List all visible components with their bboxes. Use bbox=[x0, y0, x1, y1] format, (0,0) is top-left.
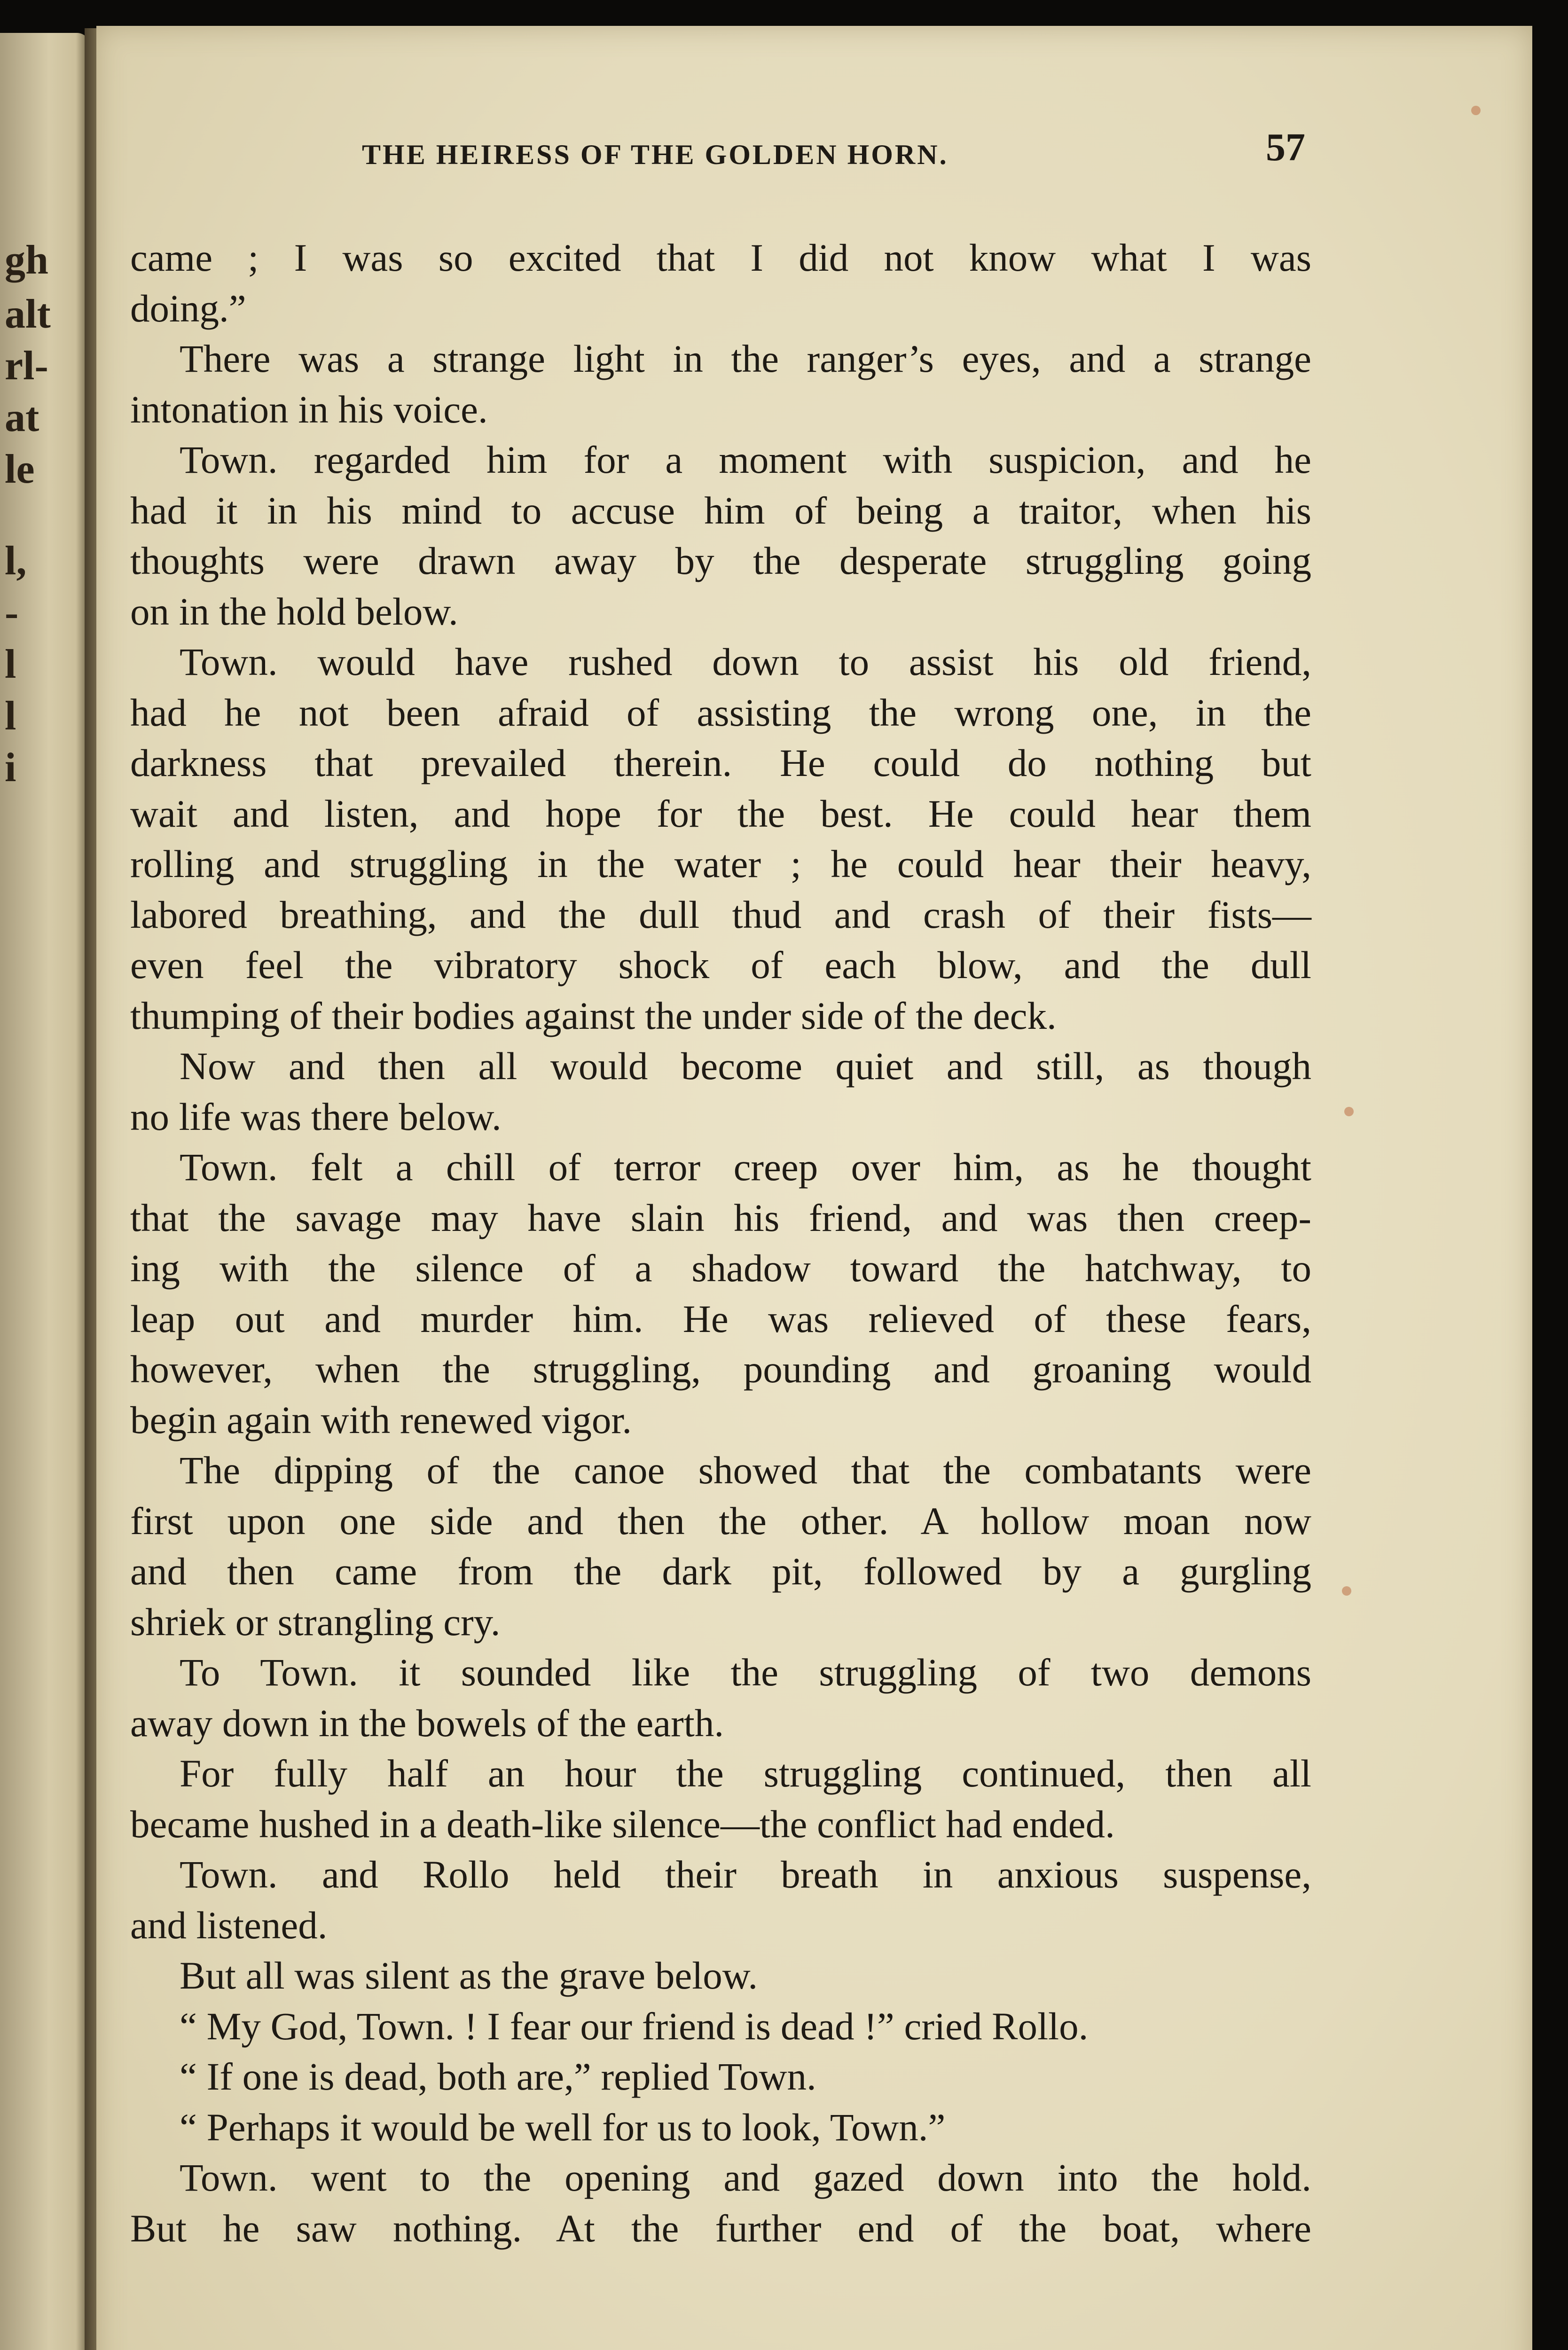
text-line: that the savage may have slain his friend, and was then creep- bbox=[130, 1196, 1311, 1239]
body-text bbox=[130, 233, 1311, 2254]
running-title: THE HEIRESS OF THE GOLDEN HORN. bbox=[362, 139, 949, 170]
text-line: became hushed in a death-like silence—the conflict had ended. bbox=[130, 1802, 1115, 1846]
text-line: had it in his mind to accuse him of being a traitor, when his bbox=[130, 488, 1311, 532]
text-line: There was a strange light in the ranger’s eyes, and a strange bbox=[180, 337, 1311, 380]
text-line: Town. would have rushed down to assist his old friend, bbox=[180, 640, 1311, 683]
text-line: rolling and struggling in the water ; he could hear their heavy, bbox=[130, 842, 1311, 885]
text-line: shriek or strangling cry. bbox=[130, 1600, 501, 1644]
left-page-fragment: l, bbox=[5, 538, 27, 584]
text-line: To Town. it sounded like the struggling of two demons bbox=[180, 1651, 1311, 1694]
text-line: on in the hold below. bbox=[130, 589, 458, 633]
left-page-fragment: gh bbox=[5, 237, 48, 283]
text-line: however, when the struggling, pounding and groaning would bbox=[130, 1347, 1311, 1391]
text-line: intonation in his voice. bbox=[130, 387, 488, 431]
text-line: Town. felt a chill of terror creep over him, as he thought bbox=[180, 1145, 1311, 1189]
paper-fleck bbox=[1342, 1586, 1351, 1596]
left-page-fragment: at bbox=[5, 395, 39, 440]
left-page-fragment: l bbox=[5, 693, 16, 739]
text-line: “ Perhaps it would be well for us to look, Town.” bbox=[180, 2105, 946, 2149]
text-line: even feel the vibratory shock of each blow, and the dull bbox=[130, 943, 1311, 987]
text-line: ing with the silence of a shadow toward the hatchway, to bbox=[130, 1246, 1311, 1290]
left-page-fragment: rl- bbox=[5, 343, 48, 389]
book-page bbox=[96, 26, 1532, 2350]
page-header bbox=[96, 125, 1532, 176]
text-line: But he saw nothing. At the further end of the boat, where bbox=[130, 2206, 1311, 2250]
left-page-fragment: l bbox=[5, 642, 16, 687]
paper-fleck bbox=[1344, 1107, 1354, 1116]
text-line: and listened. bbox=[130, 1903, 328, 1947]
left-page-fragment: - bbox=[5, 590, 19, 635]
text-line: But all was silent as the grave below. bbox=[180, 1954, 758, 1997]
left-page-edge bbox=[0, 33, 89, 2350]
text-line: Town. and Rollo held their breath in anxious suspense, bbox=[180, 1853, 1311, 1896]
text-line: Town. regarded him for a moment with suspicion, and he bbox=[180, 438, 1311, 481]
text-line: labored breathing, and the dull thud and crash of their fists— bbox=[130, 893, 1311, 936]
text-line: “ If one is dead, both are,” replied Town. bbox=[180, 2055, 816, 2098]
text-line: Now and then all would become quiet and still, as though bbox=[180, 1044, 1311, 1088]
left-page-fragment: alt bbox=[5, 291, 51, 337]
text-line: away down in the bowels of the earth. bbox=[130, 1701, 724, 1745]
text-line: doing.” bbox=[130, 286, 246, 330]
text-line: leap out and murder him. He was relieved of these fears, bbox=[130, 1297, 1311, 1340]
page-number: 57 bbox=[1266, 125, 1305, 169]
text-line: had he not been afraid of assisting the wrong one, in the bbox=[130, 690, 1311, 734]
text-line: and then came from the dark pit, followed by a gurgling bbox=[130, 1550, 1311, 1593]
text-line: thumping of their bodies against the under side of the deck. bbox=[130, 994, 1057, 1037]
left-page-fragment: i bbox=[5, 745, 16, 791]
text-line: begin again with renewed vigor. bbox=[130, 1398, 632, 1441]
text-line: no life was there below. bbox=[130, 1095, 502, 1138]
text-line: “ My God, Town. ! I fear our friend is dead !” cried Rollo. bbox=[180, 2004, 1089, 2048]
text-line: The dipping of the canoe showed that the combatants were bbox=[180, 1449, 1311, 1492]
text-line: came ; I was so excited that I did not know what I was bbox=[130, 236, 1311, 279]
text-line: wait and listen, and hope for the best. He could hear them bbox=[130, 791, 1311, 835]
text-line: first upon one side and then the other. A hollow moan now bbox=[130, 1499, 1311, 1543]
text-line: darkness that prevailed therein. He could do nothing but bbox=[130, 741, 1311, 784]
text-line: For fully half an hour the struggling continued, then all bbox=[180, 1752, 1311, 1795]
paper-fleck bbox=[1471, 106, 1481, 115]
left-page-fragment: le bbox=[5, 446, 35, 492]
text-line: Town. went to the opening and gazed down into the hold. bbox=[180, 2156, 1311, 2199]
text-line: thoughts were drawn away by the desperate struggling going bbox=[130, 539, 1311, 582]
